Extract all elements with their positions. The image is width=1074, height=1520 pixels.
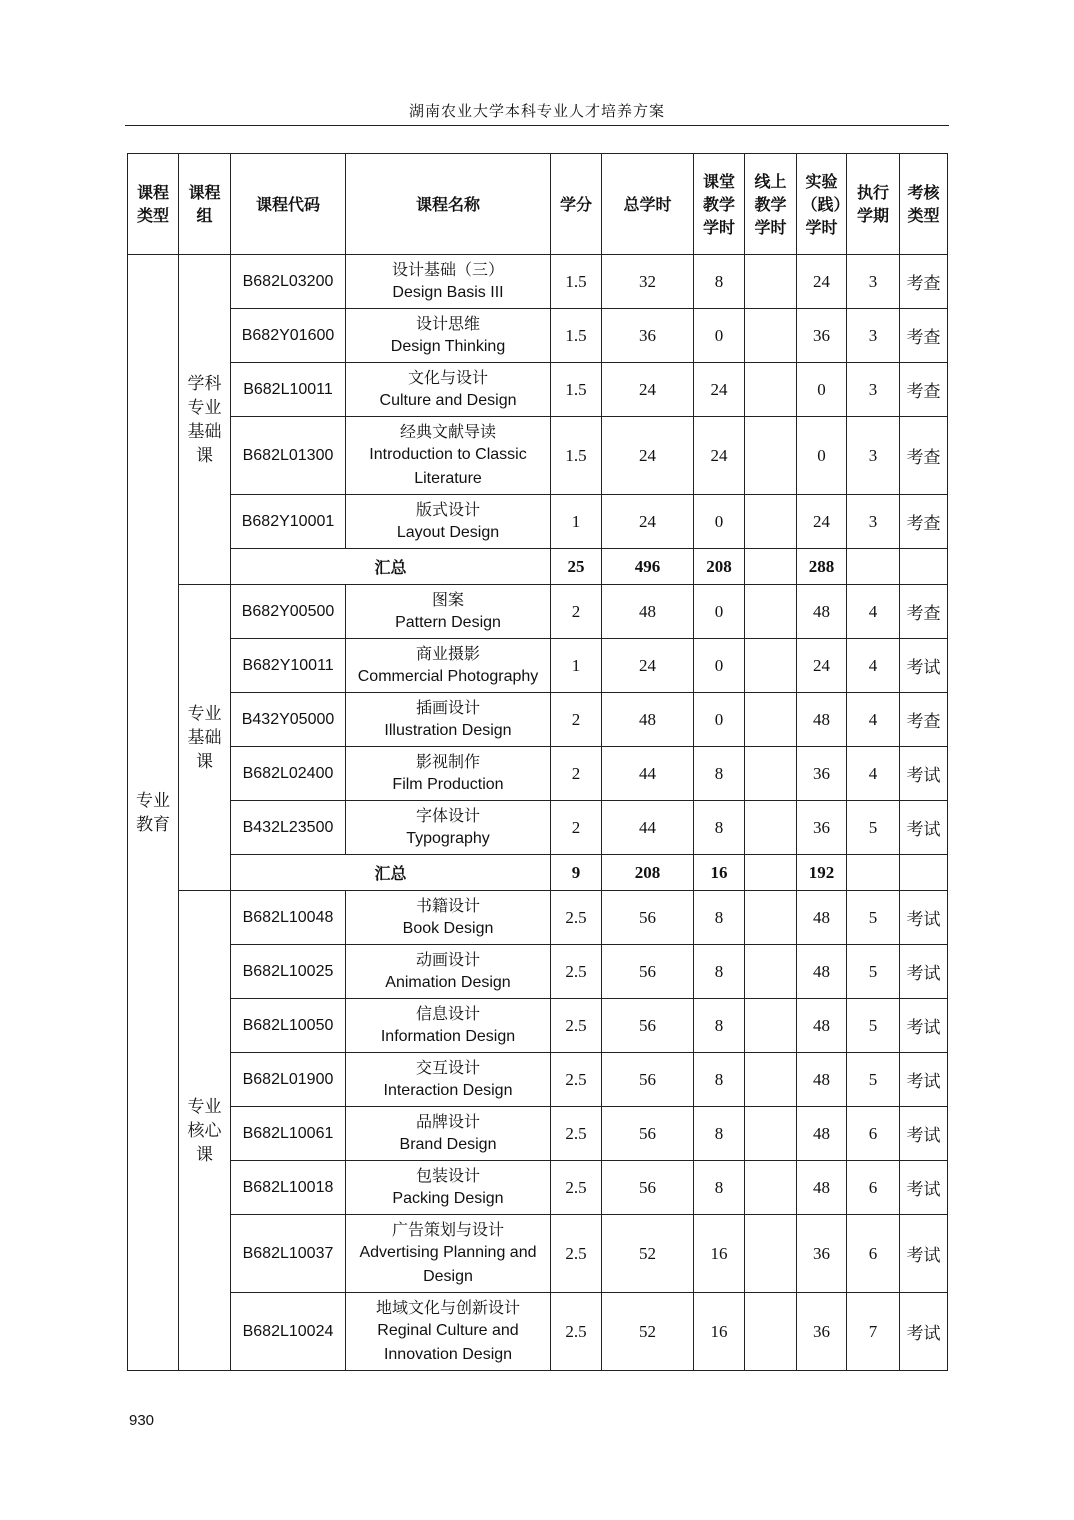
total-hours: 48 (602, 693, 694, 747)
course-code: B682L01900 (231, 1053, 346, 1107)
total-hours: 44 (602, 747, 694, 801)
summary-online-hours (745, 549, 797, 585)
table-row (128, 801, 948, 855)
course-code: B682Y10011 (231, 639, 346, 693)
page-number: 930 (129, 1412, 155, 1429)
course-name (346, 1215, 551, 1293)
summary-semester-empty (847, 549, 900, 585)
credits: 2 (551, 801, 602, 855)
credits: 2 (551, 747, 602, 801)
course-name-zh: 影视制作 (415, 751, 480, 771)
exam-type: 考试 (900, 945, 948, 999)
semester: 4 (847, 585, 900, 639)
online-hours (745, 891, 797, 945)
online-hours (745, 639, 797, 693)
course-name (346, 1053, 551, 1107)
course-name-zh: 图案 (431, 589, 464, 609)
credits: 2.5 (551, 1053, 602, 1107)
summary-credits: 9 (551, 855, 602, 891)
class-hours: 8 (694, 1053, 745, 1107)
credits: 1 (551, 495, 602, 549)
semester: 5 (847, 891, 900, 945)
table-header-row (128, 154, 948, 255)
summary-label: 汇总 (231, 855, 551, 891)
exam-type: 考查 (900, 585, 948, 639)
summary-semester-empty (847, 855, 900, 891)
course-name-zh: 品牌设计 (415, 1111, 480, 1131)
table-row (128, 891, 948, 945)
course-name-en: Packing Design (392, 1189, 504, 1207)
semester: 5 (847, 945, 900, 999)
course-name-zh: 插画设计 (415, 697, 480, 717)
class-hours: 8 (694, 945, 745, 999)
credits: 1.5 (551, 417, 602, 495)
semester: 3 (847, 495, 900, 549)
practice-hours: 48 (797, 585, 847, 639)
course-name (346, 945, 551, 999)
table-row (128, 1215, 948, 1293)
semester: 4 (847, 639, 900, 693)
online-hours (745, 1293, 797, 1371)
course-name-zh: 设计思维 (415, 313, 480, 333)
total-hours: 36 (602, 309, 694, 363)
practice-hours: 48 (797, 1161, 847, 1215)
total-hours: 56 (602, 1053, 694, 1107)
class-hours: 0 (694, 495, 745, 549)
course-name-zh: 版式设计 (415, 499, 480, 519)
practice-hours: 0 (797, 363, 847, 417)
course-name (346, 585, 551, 639)
course-code: B682L10037 (231, 1215, 346, 1293)
class-hours: 8 (694, 891, 745, 945)
total-hours: 24 (602, 417, 694, 495)
column-header: 课堂教学学时 (694, 154, 745, 255)
summary-exam-empty (900, 855, 948, 891)
credits: 1.5 (551, 363, 602, 417)
course-name-en: Animation Design (385, 973, 511, 991)
exam-type: 考试 (900, 639, 948, 693)
class-hours: 0 (694, 309, 745, 363)
course-name-en: Pattern Design (395, 613, 501, 631)
credits: 2 (551, 585, 602, 639)
exam-type: 考查 (900, 309, 948, 363)
online-hours (745, 417, 797, 495)
total-hours: 56 (602, 999, 694, 1053)
class-hours: 0 (694, 693, 745, 747)
exam-type: 考试 (900, 999, 948, 1053)
table-row (128, 255, 948, 309)
class-hours: 0 (694, 639, 745, 693)
credits: 2.5 (551, 1161, 602, 1215)
class-hours: 24 (694, 363, 745, 417)
total-hours: 48 (602, 585, 694, 639)
credits: 2 (551, 693, 602, 747)
course-name-zh: 文化与设计 (407, 367, 488, 387)
course-name (346, 639, 551, 693)
course-name-zh: 广告策划与设计 (391, 1219, 504, 1239)
summary-label: 汇总 (231, 549, 551, 585)
exam-type: 考试 (900, 1161, 948, 1215)
semester: 3 (847, 363, 900, 417)
column-header: 学分 (551, 154, 602, 255)
course-name-en: Commercial Photography (357, 667, 539, 685)
exam-type: 考查 (900, 417, 948, 495)
class-hours: 0 (694, 585, 745, 639)
course-code: B682L10018 (231, 1161, 346, 1215)
class-hours: 8 (694, 999, 745, 1053)
summary-credits: 25 (551, 549, 602, 585)
online-hours (745, 945, 797, 999)
course-name-en: Design Basis III (392, 283, 504, 301)
summary-online-hours (745, 855, 797, 891)
column-header: 课程组 (179, 154, 231, 255)
exam-type: 考试 (900, 1215, 948, 1293)
semester: 5 (847, 999, 900, 1053)
course-name-en: Typography (406, 829, 490, 847)
online-hours (745, 1053, 797, 1107)
total-hours: 24 (602, 639, 694, 693)
summary-class-hours: 16 (694, 855, 745, 891)
exam-type: 考试 (900, 801, 948, 855)
table-row (128, 495, 948, 549)
column-header: 执行学期 (847, 154, 900, 255)
course-name-en: Information Design (380, 1027, 516, 1045)
table-row (128, 1107, 948, 1161)
online-hours (745, 363, 797, 417)
online-hours (745, 585, 797, 639)
course-table (127, 153, 948, 1371)
course-name-zh: 书籍设计 (415, 895, 480, 915)
semester: 4 (847, 693, 900, 747)
course-name-zh: 设计基础（三） (391, 259, 504, 279)
course-name-en: Book Design (402, 919, 494, 937)
course-name-en: Film Production (392, 775, 504, 793)
credits: 1.5 (551, 309, 602, 363)
summary-practice-hours: 288 (797, 549, 847, 585)
table-row (128, 1161, 948, 1215)
course-name (346, 255, 551, 309)
exam-type: 考查 (900, 363, 948, 417)
course-name-en: Interaction Design (383, 1081, 513, 1099)
practice-hours: 48 (797, 891, 847, 945)
table-row (128, 1293, 948, 1371)
table-row (128, 639, 948, 693)
summary-row (128, 549, 948, 585)
course-name-zh: 经典文献导读 (399, 421, 496, 441)
course-code: B682L10011 (231, 363, 346, 417)
course-name (346, 747, 551, 801)
column-header: 课程类型 (128, 154, 179, 255)
credits: 2.5 (551, 1107, 602, 1161)
course-name-zh: 交互设计 (415, 1057, 480, 1077)
class-hours: 8 (694, 747, 745, 801)
course-name (346, 495, 551, 549)
credits: 2.5 (551, 1215, 602, 1293)
course-name-en: Brand Design (399, 1135, 497, 1153)
class-hours: 8 (694, 255, 745, 309)
total-hours: 52 (602, 1215, 694, 1293)
course-code: B682L10061 (231, 1107, 346, 1161)
course-name-en: Layout Design (396, 523, 500, 541)
course-name-zh: 包装设计 (415, 1165, 480, 1185)
practice-hours: 36 (797, 309, 847, 363)
semester: 3 (847, 417, 900, 495)
course-group-cell: 专业核心课 (179, 891, 231, 1371)
course-code: B682L03200 (231, 255, 346, 309)
exam-type: 考试 (900, 747, 948, 801)
practice-hours: 36 (797, 1215, 847, 1293)
course-name (346, 417, 551, 495)
online-hours (745, 801, 797, 855)
course-code: B682L10048 (231, 891, 346, 945)
semester: 7 (847, 1293, 900, 1371)
course-name-en: Introduction to Classic Literature (369, 445, 527, 487)
online-hours (745, 1107, 797, 1161)
class-hours: 8 (694, 1107, 745, 1161)
total-hours: 52 (602, 1293, 694, 1371)
course-code: B682Y10001 (231, 495, 346, 549)
practice-hours: 24 (797, 495, 847, 549)
table-row (128, 417, 948, 495)
practice-hours: 36 (797, 801, 847, 855)
online-hours (745, 747, 797, 801)
practice-hours: 0 (797, 417, 847, 495)
course-name-en: Illustration Design (384, 721, 512, 739)
table-row (128, 363, 948, 417)
class-hours: 16 (694, 1293, 745, 1371)
course-code: B682L01300 (231, 417, 346, 495)
credits: 1.5 (551, 255, 602, 309)
credits: 2.5 (551, 999, 602, 1053)
table-row (128, 1053, 948, 1107)
practice-hours: 48 (797, 945, 847, 999)
exam-type: 考查 (900, 693, 948, 747)
course-code: B682L10024 (231, 1293, 346, 1371)
semester: 6 (847, 1215, 900, 1293)
semester: 3 (847, 255, 900, 309)
course-name-zh: 商业摄影 (415, 643, 480, 663)
column-header: 课程代码 (231, 154, 346, 255)
total-hours: 44 (602, 801, 694, 855)
total-hours: 56 (602, 1161, 694, 1215)
header-rule (125, 125, 949, 126)
course-code: B432L23500 (231, 801, 346, 855)
exam-type: 考试 (900, 1053, 948, 1107)
course-name-en: Reginal Culture and Innovation Design (377, 1321, 519, 1363)
exam-type: 考查 (900, 255, 948, 309)
table-row (128, 309, 948, 363)
course-code: B682L10025 (231, 945, 346, 999)
summary-total-hours: 208 (602, 855, 694, 891)
semester: 6 (847, 1161, 900, 1215)
credits: 2.5 (551, 891, 602, 945)
class-hours: 8 (694, 801, 745, 855)
online-hours (745, 693, 797, 747)
course-name (346, 693, 551, 747)
course-name (346, 1293, 551, 1371)
course-code: B682Y01600 (231, 309, 346, 363)
semester: 4 (847, 747, 900, 801)
credits: 2.5 (551, 1293, 602, 1371)
class-hours: 24 (694, 417, 745, 495)
online-hours (745, 1215, 797, 1293)
exam-type: 考试 (900, 891, 948, 945)
course-code: B682L02400 (231, 747, 346, 801)
practice-hours: 24 (797, 639, 847, 693)
total-hours: 56 (602, 891, 694, 945)
practice-hours: 48 (797, 1107, 847, 1161)
course-name-en: Advertising Planning and Design (359, 1243, 537, 1285)
course-group-cell: 专业基础课 (179, 585, 231, 891)
total-hours: 24 (602, 363, 694, 417)
class-hours: 16 (694, 1215, 745, 1293)
credits: 1 (551, 639, 602, 693)
table-row (128, 999, 948, 1053)
summary-row (128, 855, 948, 891)
table-row (128, 693, 948, 747)
course-code: B432Y05000 (231, 693, 346, 747)
summary-exam-empty (900, 549, 948, 585)
practice-hours: 36 (797, 1293, 847, 1371)
column-header: 线上教学学时 (745, 154, 797, 255)
semester: 5 (847, 801, 900, 855)
online-hours (745, 495, 797, 549)
total-hours: 24 (602, 495, 694, 549)
column-header: 课程名称 (346, 154, 551, 255)
summary-practice-hours: 192 (797, 855, 847, 891)
online-hours (745, 999, 797, 1053)
table-row (128, 945, 948, 999)
practice-hours: 48 (797, 1053, 847, 1107)
credits: 2.5 (551, 945, 602, 999)
class-hours: 8 (694, 1161, 745, 1215)
course-name (346, 801, 551, 855)
practice-hours: 48 (797, 999, 847, 1053)
page-header-title: 湖南农业大学本科专业人才培养方案 (408, 102, 665, 120)
course-name-zh: 字体设计 (415, 805, 480, 825)
course-name (346, 1107, 551, 1161)
summary-class-hours: 208 (694, 549, 745, 585)
summary-total-hours: 496 (602, 549, 694, 585)
column-header: 实验（践）学时 (797, 154, 847, 255)
course-name-en: Culture and Design (379, 391, 517, 409)
course-group-cell: 学科专业基础课 (179, 255, 231, 585)
semester: 3 (847, 309, 900, 363)
table-row (128, 585, 948, 639)
course-name (346, 891, 551, 945)
course-name (346, 999, 551, 1053)
course-name (346, 309, 551, 363)
practice-hours: 36 (797, 747, 847, 801)
course-name-zh: 信息设计 (415, 1003, 480, 1023)
online-hours (745, 309, 797, 363)
practice-hours: 24 (797, 255, 847, 309)
exam-type: 考试 (900, 1107, 948, 1161)
course-code: B682Y00500 (231, 585, 346, 639)
column-header: 总学时 (602, 154, 694, 255)
table-row (128, 747, 948, 801)
semester: 6 (847, 1107, 900, 1161)
course-name (346, 363, 551, 417)
course-code: B682L10050 (231, 999, 346, 1053)
online-hours (745, 255, 797, 309)
course-type-cell: 专业教育 (128, 255, 179, 1371)
exam-type: 考试 (900, 1293, 948, 1371)
course-name-en: Design Thinking (390, 337, 506, 355)
exam-type: 考查 (900, 495, 948, 549)
total-hours: 56 (602, 1107, 694, 1161)
column-header: 考核类型 (900, 154, 948, 255)
total-hours: 56 (602, 945, 694, 999)
practice-hours: 48 (797, 693, 847, 747)
total-hours: 32 (602, 255, 694, 309)
course-name-zh: 动画设计 (415, 949, 480, 969)
course-name-zh: 地域文化与创新设计 (375, 1297, 520, 1317)
online-hours (745, 1161, 797, 1215)
semester: 5 (847, 1053, 900, 1107)
course-name (346, 1161, 551, 1215)
